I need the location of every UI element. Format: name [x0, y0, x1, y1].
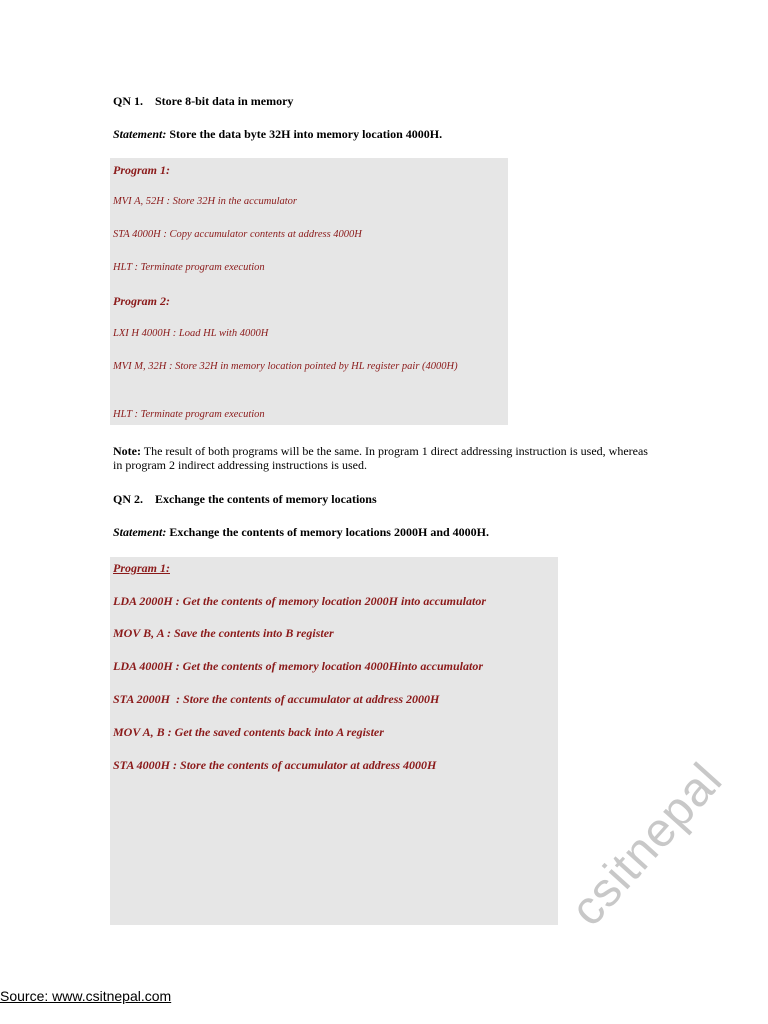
q2-program1-heading: Program 1: [113, 561, 170, 575]
q2-statement-text: Exchange the contents of memory locations 2000H and 4000H. [166, 525, 489, 539]
q1-note-label: Note: [113, 444, 141, 458]
q1-statement-text: Store the data byte 32H into memory location 4000H. [166, 127, 443, 141]
q1-note [113, 444, 653, 472]
q1-note-text: The result of both programs will be the same. In program 1 direct addressing instruction is used, whereas in program 2 indirect addressing instructions is used. [113, 444, 648, 472]
q1-program1-line: STA 4000H : Copy accumulator contents at address 4000H [113, 229, 362, 240]
q2-statement [113, 525, 489, 540]
q1-title: QN 1. Store 8-bit data in memory [113, 94, 294, 108]
q1-program2-heading: Program 2: [113, 294, 170, 308]
q1-program1-heading: Program 1: [113, 163, 170, 177]
q2-title: QN 2. Exchange the contents of memory locations [113, 492, 377, 506]
q2-program1-line: LDA 4000H : Get the contents of memory location 4000Hinto accumulator [113, 659, 484, 673]
q2-program1-line: STA 2000H : Store the contents of accumulator at address 2000H [113, 692, 440, 706]
q1-program1-line: MVI A, 52H : Store 32H in the accumulator [113, 196, 298, 207]
q1-program2-line: MVI M, 32H : Store 32H in memory location pointed by HL register pair (4000H) [113, 361, 458, 372]
q2-program1-line: MOV A, B : Get the saved contents back into A register [113, 725, 384, 739]
q2-program1-line: STA 4000H : Store the contents of accumulator at address 4000H [113, 758, 437, 772]
source-link[interactable]: Source: www.csitnepal.com [0, 988, 172, 1004]
watermark: csitnepal [560, 753, 733, 937]
q1-statement [113, 127, 442, 142]
q2-statement-label: Statement: [113, 525, 167, 539]
q2-program1-line: LDA 2000H : Get the contents of memory location 2000H into accumulator [113, 594, 487, 608]
q1-program2-line: HLT : Terminate program execution [113, 409, 265, 420]
q2-program1-line: MOV B, A : Save the contents into B register [113, 626, 334, 640]
q1-statement-label: Statement: [113, 127, 167, 141]
q1-program2-line: LXI H 4000H : Load HL with 4000H [113, 328, 269, 339]
q1-program1-line: HLT : Terminate program execution [113, 262, 265, 273]
q2-code-box [110, 557, 558, 925]
